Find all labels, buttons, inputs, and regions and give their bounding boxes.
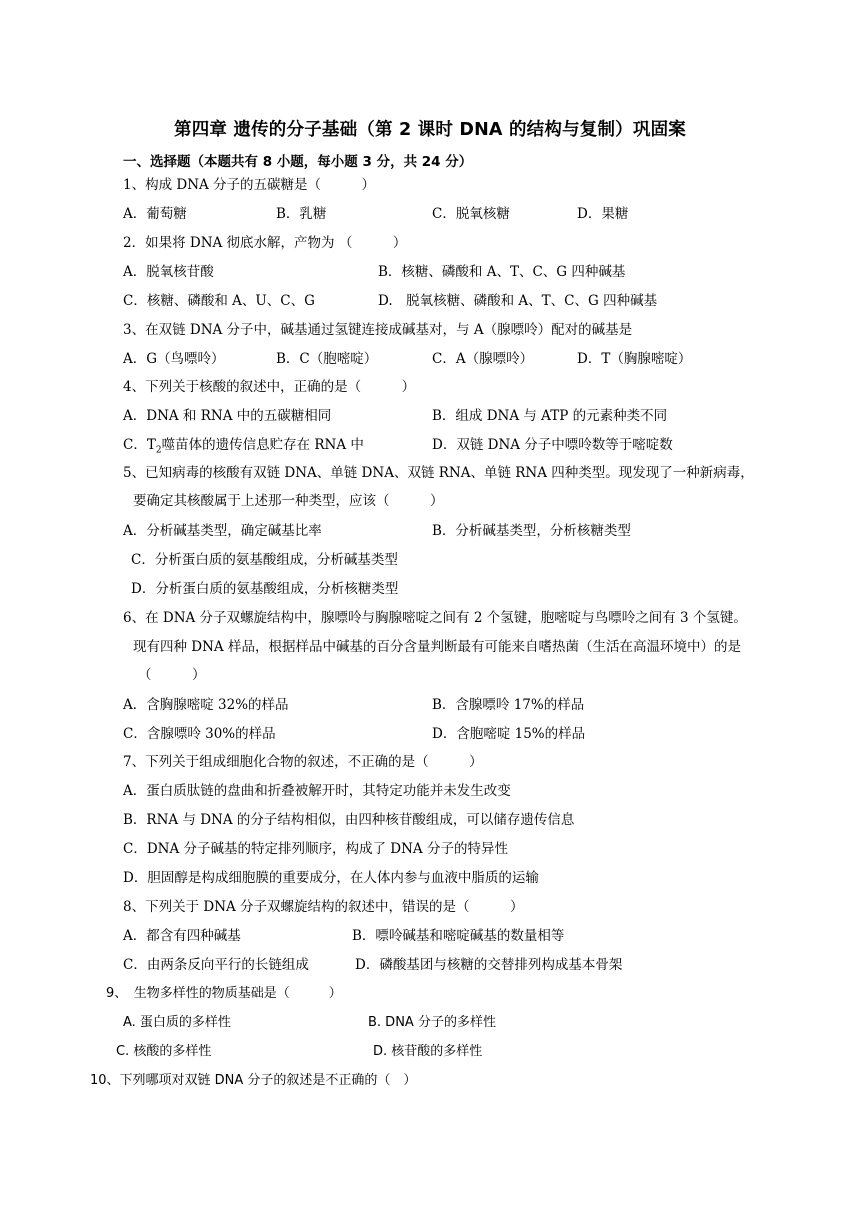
question-5-option-a: A．分析碱基类型，确定碱基比率: [123, 523, 322, 539]
question-4-option-c: C．$T_2$噬苗体的遗传信息贮存在 RNA 中: [123, 437, 364, 456]
question-5-stem-line-2: 要确定其核酸属于上述那一种类型，应该（ ）: [133, 493, 444, 509]
question-1-option-c: C．脱氧核糖: [432, 206, 510, 222]
question-6-stem-line-1: 6、在 DNA 分子双螺旋结构中，腺嘌呤与胸腺嘧啶之间有 2 个氢键，胞嘧啶与鸟嘌呤之间有 3 个氢键。: [123, 610, 747, 626]
question-3-option-c: C．A（腺嘌呤）: [432, 351, 534, 367]
question-5-stem-line-1: 5、已知病毒的核酸有双链 DNA、单链 DNA、双链 RNA、单链 RNA 四种类型。现发现了一种新病毒，: [123, 465, 754, 481]
question-2-option-d: D. 脱氧核糖、磷酸和 A、T、C、G 四种碱基: [378, 293, 658, 309]
question-3-option-a: A．G（鸟嘌呤）: [123, 351, 225, 367]
question-7-stem: 7、下列关于组成细胞化合物的叙述，不正确的是（ ）: [123, 754, 483, 770]
question-6-option-a: A．含胸腺嘧啶 32%的样品: [123, 697, 289, 713]
page-title: 第四章 遗传的分子基础（第 2 课时 DNA 的结构与复制）巩固案: [174, 120, 686, 140]
question-9-option-c: C. 核酸的多样性: [116, 1044, 212, 1059]
question-4-option-b: B．组成 DNA 与 ATP 的元素种类不同: [432, 408, 668, 424]
section-heading: 一、选择题（本题共有 8 小题，每小题 3 分，共 24 分）: [123, 154, 473, 170]
question-10-stem: 10、下列哪项对双链 DNA 分子的叙述是不正确的（ ）: [90, 1073, 417, 1088]
question-6-stem-line-2: 现有四种 DNA 样品，根据样品中碱基的百分含量判断最有可能来自嗜热菌（生活在高温环境中）的是: [133, 639, 741, 655]
question-6-option-c: C．含腺嘌呤 30%的样品: [123, 726, 276, 742]
question-4-option-d: D．双链 DNA 分子中嘌呤数等于嘧啶数: [432, 437, 673, 453]
question-4-option-a: A．DNA 和 RNA 中的五碳糖相同: [123, 408, 332, 424]
question-3-option-b: B．C（胞嘧啶）: [276, 351, 378, 367]
question-2-stem: 2．如果将 DNA 彻底水解，产物为 （ ）: [123, 235, 407, 251]
question-5-option-d: D．分析蛋白质的氨基酸组成，分析核糖类型: [131, 581, 399, 597]
question-9-stem: 9、 生物多样性的物质基础是（ ）: [106, 986, 342, 1001]
question-7-option-c: C．DNA 分子碱基的特定排列顺序，构成了 DNA 分子的特异性: [123, 841, 508, 857]
question-6-stem-line-3: （ ）: [138, 667, 206, 683]
question-2-option-c: C．核糖、磷酸和 A、U、C、G: [123, 293, 315, 309]
question-1-stem: 1、构成 DNA 分子的五碳糖是（ ）: [123, 177, 376, 193]
question-6-option-d: D．含胞嘧啶 15%的样品: [432, 726, 586, 742]
question-3-stem: 3、在双链 DNA 分子中，碱基通过氢键连接成碱基对，与 A（腺嘌呤）配对的碱基是: [123, 322, 633, 338]
question-1-option-a: A．葡萄糖: [123, 206, 187, 222]
question-7-option-b: B．RNA 与 DNA 的分子结构相似，由四种核苷酸组成，可以储存遗传信息: [123, 812, 575, 828]
question-4-stem: 4、下列关于核酸的叙述中，正确的是（ ）: [123, 379, 416, 395]
question-3-option-d: D．T（胸腺嘧啶）: [577, 351, 692, 367]
question-1-option-d: D．果糖: [577, 206, 629, 222]
question-2-option-a: A．脱氧核苷酸: [123, 264, 214, 280]
question-8-option-d: D．磷酸基团与核糖的交替排列构成基本骨架: [355, 957, 623, 973]
question-5-option-b: B．分析碱基类型，分析核糖类型: [432, 523, 631, 539]
question-6-option-b: B．含腺嘌呤 17%的样品: [432, 697, 585, 713]
question-8-stem: 8、下列关于 DNA 分子双螺旋结构的叙述中，错误的是（ ）: [123, 899, 524, 915]
question-1-option-b: B．乳糖: [276, 206, 327, 222]
question-8-option-a: A．都含有四种碱基: [123, 928, 241, 944]
question-8-option-b: B．嘌呤碱基和嘧啶碱基的数量相等: [352, 928, 565, 944]
question-9-option-a: A. 蛋白质的多样性: [123, 1015, 231, 1030]
question-2-option-b: B．核糖、磷酸和 A、T、C、G 四种碱基: [378, 264, 626, 280]
question-7-option-a: A．蛋白质肽链的盘曲和折叠被解开时，其特定功能并未发生改变: [123, 783, 511, 799]
question-9-option-d: D. 核苷酸的多样性: [373, 1044, 483, 1059]
question-9-option-b: B. DNA 分子的多样性: [368, 1015, 496, 1030]
question-5-option-c: C．分析蛋白质的氨基酸组成，分析碱基类型: [131, 552, 398, 568]
question-7-option-d: D．胆固醇是构成细胞膜的重要成分，在人体内参与血液中脂质的运输: [123, 870, 539, 886]
question-8-option-c: C．由两条反向平行的长链组成: [123, 957, 309, 973]
